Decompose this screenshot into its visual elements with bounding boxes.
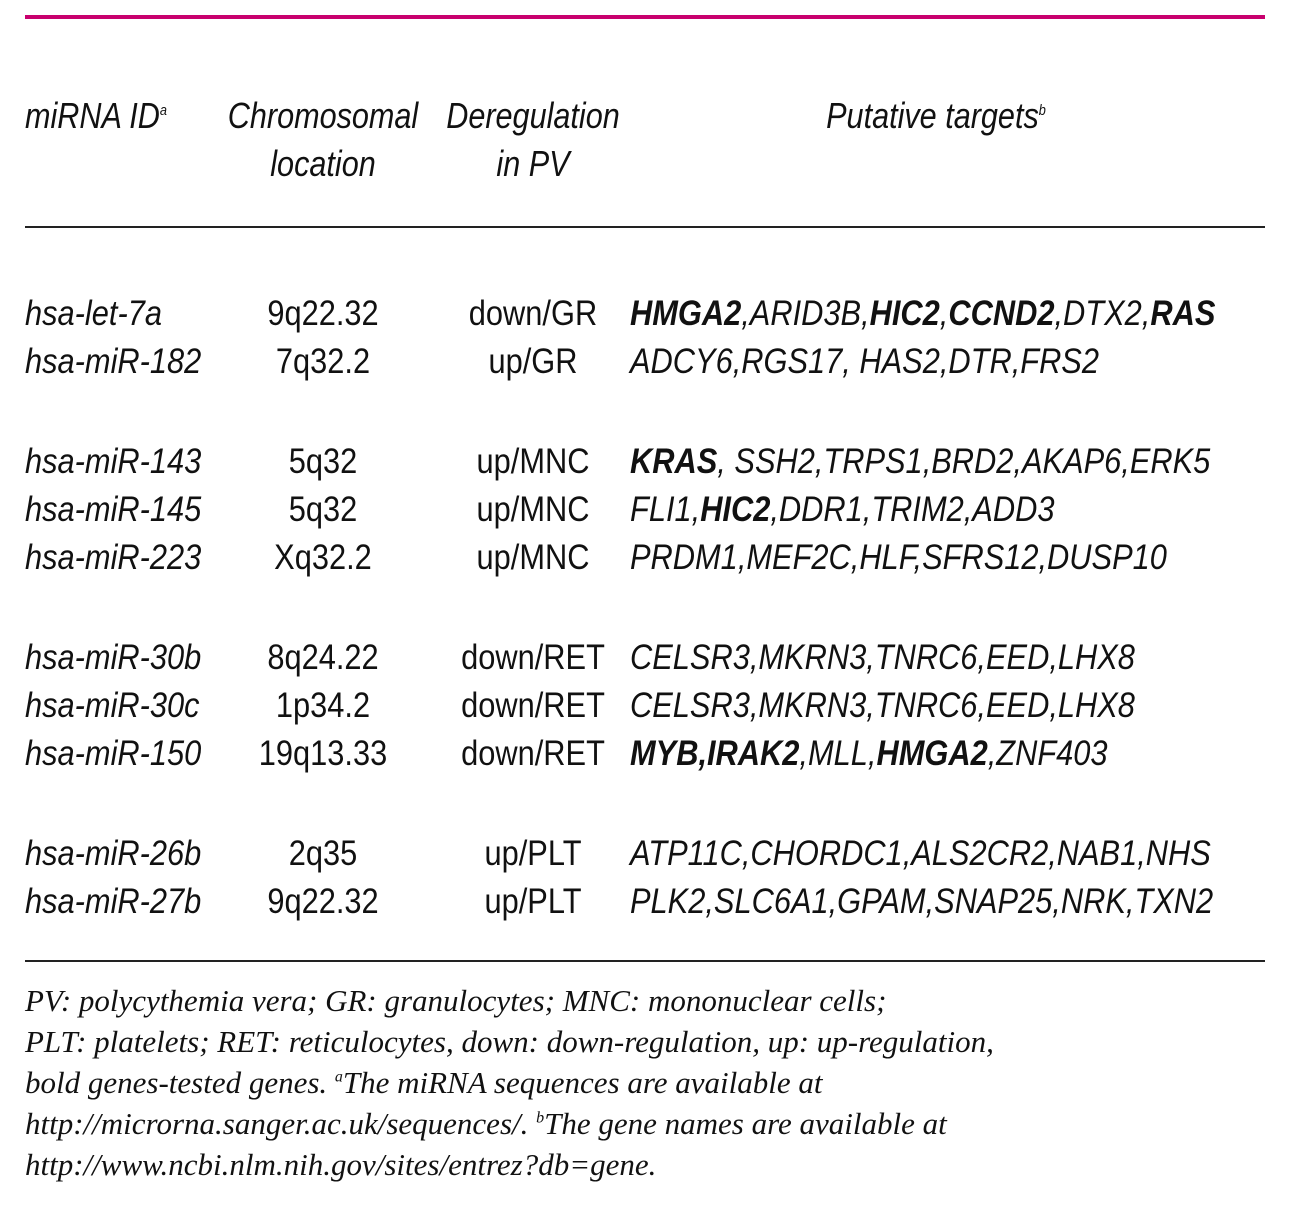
tested-gene: HMGA2 (876, 734, 988, 773)
header-in-pv: in PV (496, 143, 570, 184)
row-deregulation: down/GR (468, 294, 598, 333)
gene-text: PLK2,SLC6A1,GPAM,SNAP25,NRK,TXN2 (630, 882, 1214, 921)
gene-text: ADCY6,RGS17, HAS2,DTR,FRS2 (630, 342, 1099, 381)
tested-gene: MYB,IRAK2 (630, 734, 800, 773)
gene-text: ,ZNF403 (987, 734, 1108, 773)
header-chromosomal: Chromosomal (227, 95, 419, 136)
row-mirna-id: hsa-miR-143 (25, 442, 202, 481)
tested-gene: RAS (1150, 294, 1216, 333)
row-mirna-id: hsa-miR-223 (25, 538, 202, 577)
row-chromosomal-location: 8q24.22 (267, 638, 379, 677)
row-mirna-id: hsa-miR-145 (25, 490, 202, 529)
row-chromosomal-location: 9q22.32 (267, 294, 379, 333)
gene-text: CELSR3,MKRN3,TNRC6,EED,LHX8 (630, 686, 1135, 725)
row-mirna-id: hsa-miR-27b (25, 882, 202, 921)
footnote-line: bold genes-tested genes. $^a$The miRNA sequences are available at (25, 1065, 823, 1100)
row-mirna-id: hsa-miR-30c (25, 686, 200, 725)
row-chromosomal-location: 5q32 (288, 442, 358, 481)
row-deregulation: up/MNC (476, 538, 590, 577)
gene-text: , (939, 294, 949, 333)
top-accent-rule (25, 15, 1265, 19)
row-putative-targets (630, 878, 1213, 926)
row-chromosomal-location: 1p34.2 (275, 686, 371, 725)
gene-text: ,DDR1,TRIM2,ADD3 (770, 490, 1055, 529)
tested-gene: KRAS (630, 442, 718, 481)
row-chromosomal-location: 19q13.33 (258, 734, 388, 773)
row-putative-targets (630, 438, 1210, 486)
header-deregulation: Deregulation (446, 95, 620, 136)
row-putative-targets (630, 830, 1211, 878)
row-deregulation: up/GR (488, 342, 578, 381)
tested-gene: HIC2 (869, 294, 940, 333)
tested-gene: HIC2 (700, 490, 771, 529)
row-putative-targets (630, 290, 1215, 338)
row-chromosomal-location: Xq32.2 (274, 538, 372, 577)
row-chromosomal-location: 2q35 (288, 834, 358, 873)
footnote-line: http://microrna.sanger.ac.uk/sequences/. $^b$The gene names are available at (25, 1106, 947, 1141)
row-putative-targets (630, 338, 1099, 386)
row-mirna-id: hsa-miR-182 (25, 342, 202, 381)
row-putative-targets (630, 682, 1135, 730)
row-mirna-id: hsa-miR-150 (25, 734, 202, 773)
gene-text: ,DTX2, (1054, 294, 1151, 333)
row-chromosomal-location: 9q22.32 (267, 882, 379, 921)
gene-text: ,ARID3B, (741, 294, 870, 333)
footnote-line: PLT: platelets; RET: reticulocytes, down: down-regulation, up: up-regulation, (25, 1024, 994, 1059)
row-deregulation: up/PLT (484, 882, 582, 921)
gene-text: ,MLL, (799, 734, 877, 773)
row-putative-targets (630, 486, 1054, 534)
row-mirna-id: hsa-miR-30b (25, 638, 202, 677)
header-location: location (270, 143, 376, 184)
row-deregulation: down/RET (461, 638, 605, 677)
row-deregulation: down/RET (461, 734, 605, 773)
row-deregulation: up/PLT (484, 834, 582, 873)
gene-text: FLI1, (630, 490, 701, 529)
header-rule (25, 226, 1265, 228)
row-putative-targets (630, 730, 1108, 778)
table-footnote (25, 980, 1265, 1185)
gene-text: CELSR3,MKRN3,TNRC6,EED,LHX8 (630, 638, 1135, 677)
tested-gene: HMGA2 (630, 294, 742, 333)
tested-gene: CCND2 (948, 294, 1055, 333)
header-putative-targets: Putative targets$^b$ (826, 95, 1046, 136)
footnote-line: http://www.ncbi.nlm.nih.gov/sites/entrez?db=gene. (25, 1147, 657, 1182)
row-deregulation: up/MNC (476, 442, 590, 481)
gene-text: , SSH2,TRPS1,BRD2,AKAP6,ERK5 (717, 442, 1211, 481)
row-chromosomal-location: 7q32.2 (275, 342, 371, 381)
row-deregulation: up/MNC (476, 490, 590, 529)
footnote-line: PV: polycythemia vera; GR: granulocytes; MNC: mononuclear cells; (25, 983, 887, 1018)
gene-text: ATP11C,CHORDC1,ALS2CR2,NAB1,NHS (630, 834, 1211, 873)
row-mirna-id: hsa-miR-26b (25, 834, 202, 873)
gene-text: PRDM1,MEF2C,HLF,SFRS12,DUSP10 (630, 538, 1167, 577)
header-mirna-id: miRNA $ID^a$ (25, 95, 167, 136)
row-mirna-id: hsa-let-7a (25, 294, 162, 333)
row-putative-targets (630, 634, 1135, 682)
row-putative-targets (630, 534, 1167, 582)
bottom-rule (25, 960, 1265, 962)
row-chromosomal-location: 5q32 (288, 490, 358, 529)
row-deregulation: down/RET (461, 686, 605, 725)
